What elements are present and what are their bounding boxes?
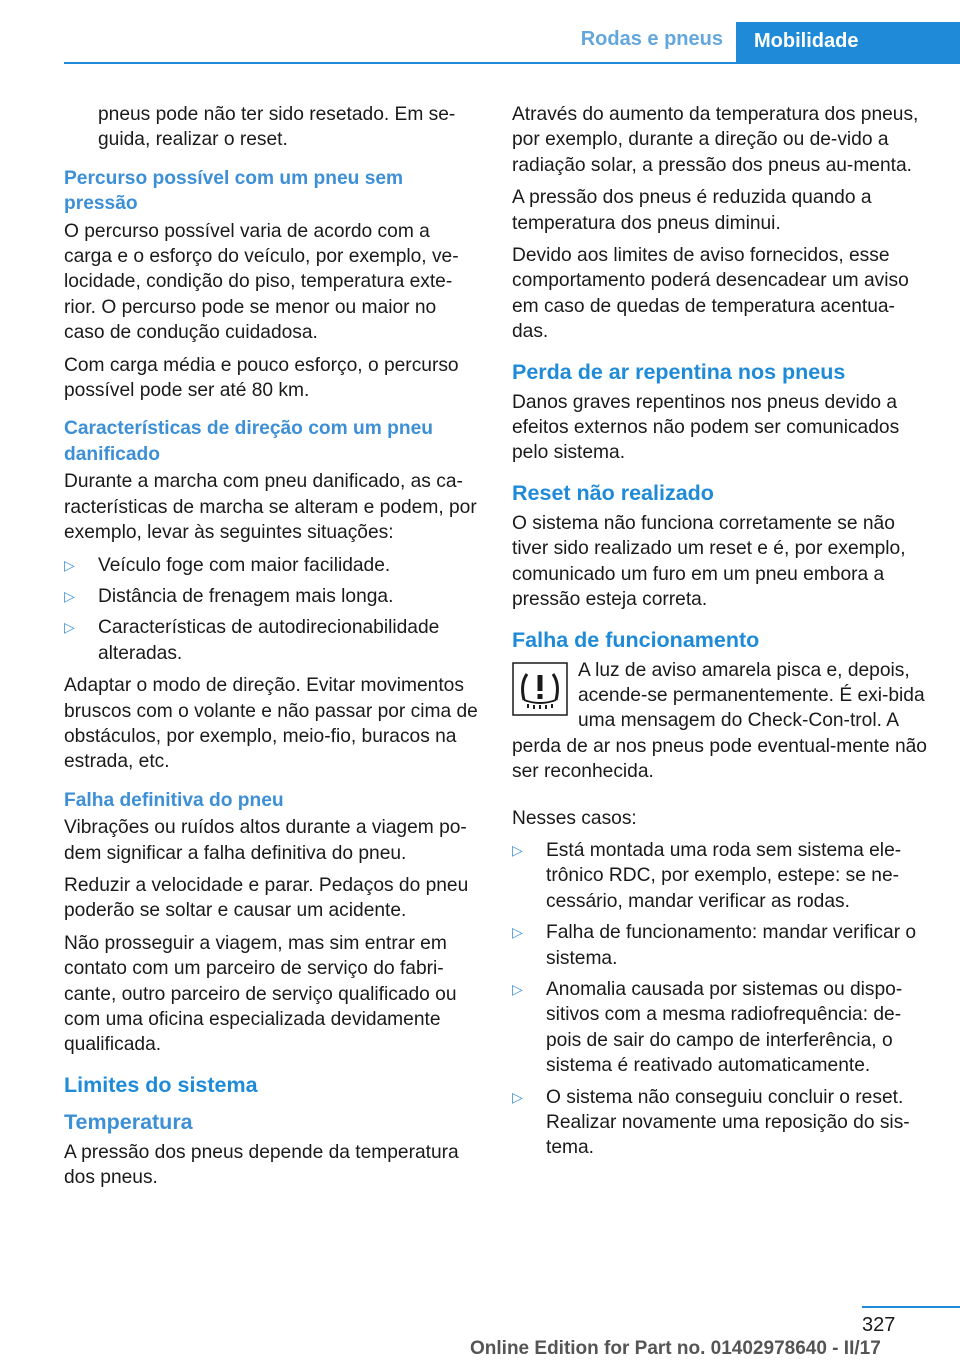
right-column (512, 102, 928, 1168)
page-number-rule (862, 1306, 960, 1308)
edition-footer: Online Edition for Part no. 01402978640 - II/17 (470, 1338, 881, 1359)
triangle-bullet-icon: ▷ (512, 924, 523, 941)
limits-heading: Limites do sistema (64, 1072, 258, 1097)
cases-intro: Nesses casos: (512, 807, 637, 829)
header-chapter-tab: Mobilidade (736, 22, 960, 62)
intro-text: pneus pode não ter sido resetado. Em se-guida, realizar o reset. (98, 104, 456, 151)
driving-heading: Características de direção com um pneu danificado (64, 418, 433, 465)
triangle-bullet-icon: ▷ (64, 556, 75, 573)
failure-heading: Falha definitiva do pneu (64, 789, 284, 811)
page-number: 327 (862, 1314, 896, 1336)
header-section-label: Rodas e pneus (580, 28, 723, 50)
reset-paragraph: O sistema não funciona corretamente se não tiver sido realizado um reset e é, por exemplo, comunicado um furo em um pneu embora a pressão esteja correta. (512, 512, 906, 611)
malfunction-heading: Falha de funcionamento (512, 627, 760, 652)
range-paragraph-1: O percurso possível varia de acordo com a carga e o esforço do veículo, por exemplo, ve-locidade, condição do piso, temperatura exte-rior. O percurso pode se menor ou maior no caso de condução cuidadosa. (64, 220, 459, 344)
temperature-heading: Temperatura (64, 1109, 193, 1134)
range-heading: Percurso possível com um pneu sem pressão (64, 167, 404, 215)
triangle-bullet-icon: ▷ (512, 980, 523, 997)
sudden-loss-heading: Perda de ar repentina nos pneus (512, 359, 846, 384)
list-item: ▷ Falha de funcionamento: mandar verificar o sistema. (512, 922, 917, 969)
list-item: ▷ Características de autodirecionabilidade alteradas. (64, 617, 440, 664)
tire-pressure-warning-icon (512, 662, 568, 716)
cases-list (512, 838, 928, 1161)
triangle-bullet-icon: ▷ (64, 619, 75, 636)
triangle-bullet-icon: ▷ (512, 841, 523, 858)
temperature-paragraph-1: A pressão dos pneus depende da temperatura dos pneus. (64, 1141, 459, 1189)
left-column (64, 102, 480, 1198)
reset-heading: Reset não realizado (512, 480, 714, 505)
range-paragraph-2: Com carga média e pouco esforço, o percurso possível pode ser até 80 km. (64, 354, 459, 402)
driving-list (64, 553, 480, 667)
driving-paragraph-1: Durante a marcha com pneu danificado, as ca-racterísticas de marcha se alteram e podem, por exemplo, levar às seguintes situações: (64, 471, 477, 544)
list-item: ▷ Distância de frenagem mais longa. (64, 584, 480, 609)
malfunction-block (512, 658, 928, 792)
temperature-paragraph-3: A pressão dos pneus é reduzida quando a temperatura dos pneus diminui. (512, 187, 872, 234)
malfunction-paragraph: A luz de aviso amarela pisca e, depois, acende-se permanentemente. É exi-bida uma mensagem do Check-Con-trol. A perda de ar nos pneus pode eventual-mente não ser reconhecida. (512, 659, 927, 783)
failure-paragraph-3: Não prosseguir a viagem, mas sim entrar em contato com um parceiro de serviço do fabri-cante, outro parceiro de serviço qualificado ou com uma oficina especializada devidamente qualificada. (64, 932, 457, 1056)
failure-paragraph-1: Vibrações ou ruídos altos durante a viagem po-dem significar a falha definitiva do pneu. (64, 817, 467, 864)
list-item: ▷ Está montada uma roda sem sistema ele-trônico RDC, por exemplo, estepe: se ne-cessário, mandar verificar as rodas. (512, 839, 902, 912)
temperature-paragraph-4: Devido aos limites de aviso fornecidos, esse comportamento poderá desencadear um aviso em caso de quedas de temperatura acentua-das. (512, 245, 909, 343)
header-rule (64, 62, 960, 64)
list-item: ▷ Anomalia causada por sistemas ou dispo-sitivos com a mesma radiofrequência: de-pois de sair do campo de interferência, o sistema é reativado automaticamente. (512, 978, 903, 1077)
triangle-bullet-icon: ▷ (512, 1088, 523, 1105)
triangle-bullet-icon: ▷ (64, 587, 75, 604)
temperature-paragraph-2: Através do aumento da temperatura dos pneus, por exemplo, durante a direção ou de-vido a radiação solar, a pressão dos pneus au-menta. (512, 104, 919, 176)
failure-paragraph-2: Reduzir a velocidade e parar. Pedaços do pneu poderão se soltar e causar um acidente. (64, 874, 469, 922)
driving-paragraph-2: Adaptar o modo de direção. Evitar movimentos bruscos com o volante e não passar por cima de obstáculos, por exemplo, meio-fio, buracos na estrada, etc. (64, 675, 478, 773)
sudden-loss-paragraph: Danos graves repentinos nos pneus devido a efeitos externos não podem ser comunicados pelo sistema. (512, 391, 900, 464)
list-item: ▷ Veículo foge com maior facilidade. (64, 553, 480, 578)
list-item: ▷ O sistema não conseguiu concluir o reset. Realizar novamente uma reposição do sis-tema. (512, 1086, 910, 1159)
